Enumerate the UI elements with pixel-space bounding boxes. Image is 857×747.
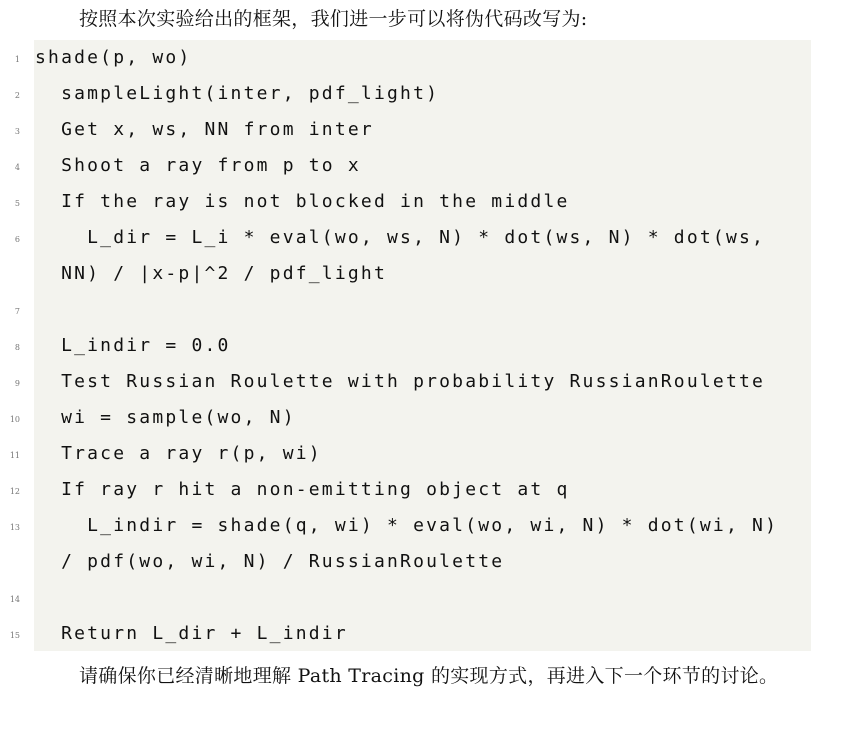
line-number: 2 (14, 91, 20, 100)
line-number: 6 (14, 235, 20, 244)
code-line (14, 76, 811, 112)
code-line (9, 580, 811, 616)
code-line (14, 40, 811, 76)
code-line (14, 112, 811, 148)
line-number: 7 (14, 307, 20, 316)
line-number: 14 (9, 595, 20, 604)
line-code: Get x, ws, NN from inter (35, 119, 374, 140)
code-line (14, 292, 811, 328)
line-number: 3 (14, 127, 20, 136)
line-number: 13 (9, 523, 20, 532)
code-line (14, 364, 811, 400)
line-code: Test Russian Roulette with probability RussianRoulette (35, 371, 766, 392)
line-number: 1 (14, 55, 20, 64)
line-code-continuation: / pdf(wo, wi, N) / RussianRoulette (35, 551, 505, 572)
line-number: 5 (14, 199, 20, 208)
code-line (9, 472, 811, 508)
line-code: Trace a ray r(p, wi) (35, 443, 322, 464)
line-number: 8 (14, 343, 20, 352)
line-code: If the ray is not blocked in the middle (35, 191, 570, 212)
code-line (9, 400, 811, 436)
line-number: 12 (9, 487, 20, 496)
line-code: wi = sample(wo, N) (35, 407, 296, 428)
line-code: If ray r hit a non-emitting object at q (35, 479, 570, 500)
code-line (14, 220, 811, 292)
code-line (9, 436, 811, 472)
intro-paragraph: 按照本次实验给出的框架，我们进一步可以将伪代码改写为: (79, 8, 588, 30)
line-code: sampleLight(inter, pdf_light) (35, 83, 440, 104)
line-code: Shoot a ray from p to x (35, 155, 361, 176)
line-number: 11 (9, 451, 20, 460)
code-line (14, 184, 811, 220)
line-code-continuation: NN) / |x-p|^2 / pdf_light (35, 263, 387, 284)
line-code: L_dir = L_i * eval(wo, ws, N) * dot(ws, N) * dot(ws, (35, 227, 766, 248)
line-number: 9 (14, 379, 20, 388)
line-code: L_indir = 0.0 (35, 335, 231, 356)
code-line (9, 508, 811, 580)
line-code: L_indir = shade(q, wi) * eval(wo, wi, N) * dot(wi, N) (35, 515, 779, 536)
line-number: 10 (9, 415, 20, 424)
line-code: Return L_dir + L_indir (35, 623, 348, 644)
code-line (14, 328, 811, 364)
code-block (9, 40, 811, 651)
line-number: 15 (9, 631, 20, 640)
code-line (9, 616, 811, 652)
line-number: 4 (14, 163, 20, 172)
outro-paragraph: 请确保你已经清晰地理解 Path Tracing 的实现方式，再进入下一个环节的讨论。 (79, 665, 779, 687)
code-line (14, 148, 811, 184)
line-code: shade(p, wo) (35, 47, 192, 68)
